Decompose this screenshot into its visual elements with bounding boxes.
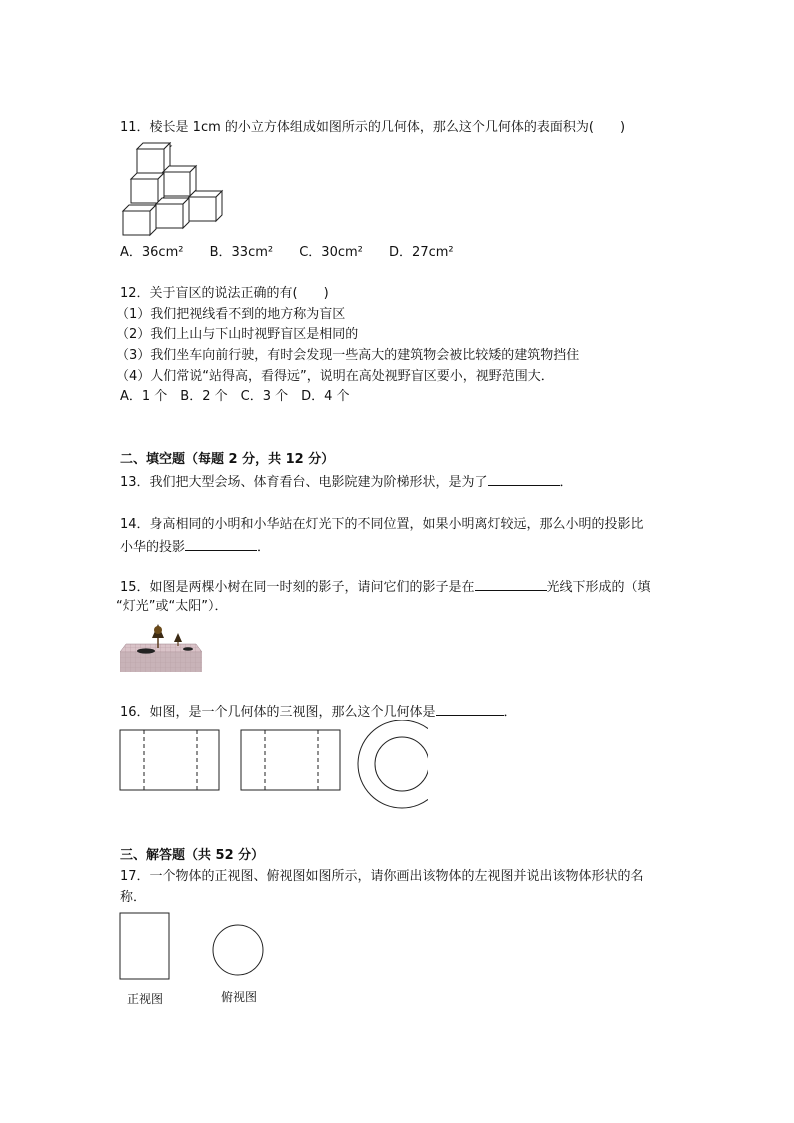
- q13-answer-blank[interactable]: [488, 471, 560, 486]
- q12-item-4: （4）人们常说“站得高，看得远”，说明在高处视野盲区要小，视野范围大．: [116, 369, 554, 384]
- q13-text: 13．我们把大型会场、体育看台、电影院建为阶梯形状，是为了: [120, 475, 488, 490]
- q11-option-a: A．36cm²: [120, 245, 184, 260]
- q11-option-c: C．30cm²: [299, 245, 363, 260]
- q14-line-1: 14．身高相同的小明和小华站在灯光下的不同位置，如果小明离灯较远，那么小明的投影比: [120, 517, 644, 532]
- q15-line-2: “灯光”或“太阳”）．: [116, 599, 228, 614]
- trees-shadow-figure: [120, 622, 202, 674]
- q13-end: ．: [559, 475, 573, 490]
- q14-line-2: 小华的投影: [120, 540, 186, 555]
- q12-item-2: （2）我们上山与下山时视野盲区是相同的: [116, 327, 359, 342]
- q12-options: A．1 个 B．2 个 C．3 个 D．4 个: [120, 389, 350, 404]
- q15-line-1a: 15．如图是两棵小树在同一时刻的影子，请问它们的影子是在: [120, 580, 475, 595]
- q17-views-figure: [118, 911, 278, 983]
- q15-answer-blank[interactable]: [475, 576, 547, 591]
- q12-item-3: （3）我们坐车向前行驶，有时会发现一些高大的建筑物会被比较矮的建筑物挡住: [116, 348, 580, 363]
- q14-end: ．: [257, 540, 271, 555]
- front-view-rect: [120, 730, 219, 790]
- q12-item-1: （1）我们把视线看不到的地方称为盲区: [116, 307, 346, 322]
- section-3-title: 三、解答题（共 52 分）: [120, 848, 265, 863]
- q17-line-2: 称．: [120, 890, 147, 905]
- q15-line-1b: 光线下形成的（填: [546, 580, 651, 595]
- q11-stem: 11．棱长是 1cm 的小立方体组成如图所示的几何体，那么这个几何体的表面积为( ): [120, 120, 626, 135]
- three-view-figure: [118, 720, 428, 810]
- q17-top-view-circle: [213, 925, 263, 975]
- q17-top-view-label: 俯视图: [221, 990, 258, 1004]
- q16-answer-blank[interactable]: [436, 701, 504, 716]
- q17-line-1: 17．一个物体的正视图、俯视图如图所示，请你画出该物体的左视图并说出该物体形状的名: [120, 869, 644, 884]
- q11-option-b: B．33cm²: [209, 245, 274, 260]
- side-view-rect: [241, 730, 340, 790]
- q14-answer-blank[interactable]: [185, 536, 257, 551]
- q16-end: ．: [503, 705, 517, 720]
- cube-stack-figure: [118, 142, 228, 240]
- q16-text: 16．如图，是一个几何体的三视图，那么这个几何体是: [120, 705, 436, 720]
- q12-stem: 12．关于盲区的说法正确的有( ): [120, 286, 329, 301]
- q17-front-view-rect: [120, 913, 169, 979]
- q11-option-d: D．27cm²: [389, 245, 454, 260]
- section-2-title: 二、填空题（每题 2 分，共 12 分）: [120, 452, 335, 467]
- q17-front-view-label: 正视图: [127, 992, 164, 1006]
